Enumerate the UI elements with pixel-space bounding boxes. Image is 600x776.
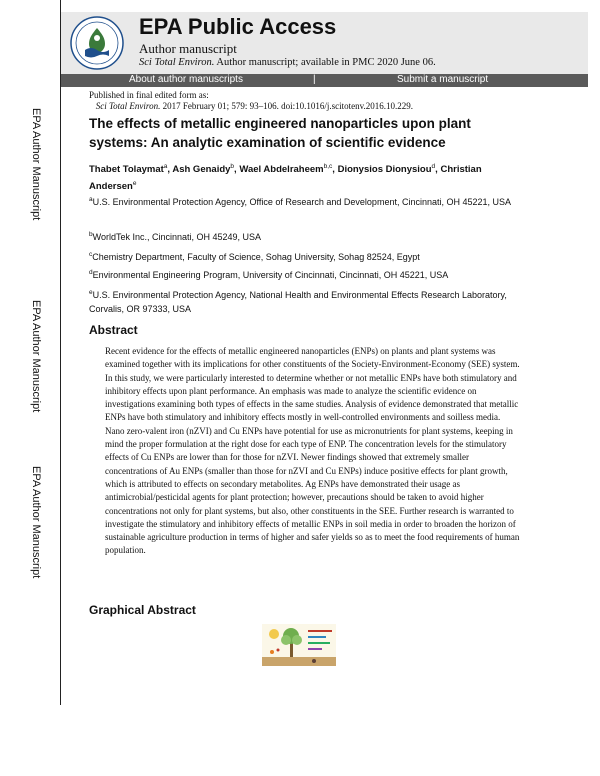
affiliation-mark: b bbox=[89, 231, 93, 238]
affiliation-text: U.S. Environmental Protection Agency, Office of Research and Development, Cincinnati, OH 45221, USA bbox=[92, 197, 512, 207]
author-name: Wael Abdelraheem bbox=[239, 164, 324, 176]
affiliation-d bbox=[89, 266, 519, 282]
left-margin-sidebar bbox=[0, 0, 61, 705]
sidebar-label-epa-author-manuscript: EPA Author Manuscript bbox=[30, 300, 42, 413]
affiliation-c bbox=[89, 248, 519, 264]
author-separator: , bbox=[234, 164, 240, 176]
affiliation-text: WorldTek Inc., Cincinnati, OH 45249, USA bbox=[92, 232, 262, 242]
submit-manuscript-link[interactable]: Submit a manuscript bbox=[397, 74, 489, 85]
affiliation-text: U.S. Environmental Protection Agency, National Health and Environmental Effects Research Laboratory, Corvalis, OR 97333, USA bbox=[89, 290, 507, 314]
banner-availability-note: Author manuscript; available in PMC 2020 June 06. bbox=[214, 57, 436, 68]
banner-subtitle: Author manuscript bbox=[139, 41, 237, 56]
epa-public-access-banner bbox=[61, 12, 588, 74]
banner-availability bbox=[139, 57, 436, 68]
graphical-abstract-thumbnail bbox=[262, 624, 336, 666]
author-affiliation-mark: a bbox=[163, 163, 168, 170]
author-affiliation-mark: d bbox=[431, 163, 436, 170]
affiliation-a bbox=[89, 193, 519, 209]
author-name: Christian Andersen bbox=[89, 164, 482, 193]
affiliation-mark: c bbox=[89, 251, 93, 258]
author-name: Thabet Tolaymat bbox=[89, 164, 164, 176]
article-title: The effects of metallic engineered nanoparticles upon plant systems: An analytic examination of scientific evidence bbox=[89, 116, 471, 150]
nav-separator: | bbox=[313, 74, 316, 85]
author-name: Dionysios Dionysiou bbox=[337, 164, 432, 176]
epa-seal-icon bbox=[70, 16, 124, 70]
affiliation-mark: d bbox=[89, 269, 93, 276]
author-affiliation-mark: b,c bbox=[323, 163, 333, 170]
citation-details: 2017 February 01; 579: 93–106. doi:10.1016/j.scitotenv.2016.10.229. bbox=[160, 101, 413, 111]
published-in-label: Published in final edited form as: bbox=[89, 90, 209, 100]
sidebar-label-epa-author-manuscript: EPA Author Manuscript bbox=[30, 466, 42, 579]
author-list bbox=[89, 160, 519, 194]
graphical-abstract-heading: Graphical Abstract bbox=[89, 603, 196, 617]
author-name: Ash Genaidy bbox=[172, 164, 231, 176]
author-separator: , bbox=[167, 164, 173, 176]
citation-line bbox=[89, 101, 413, 112]
sidebar-label-epa-author-manuscript: EPA Author Manuscript bbox=[30, 108, 42, 221]
affiliation-mark: e bbox=[89, 289, 93, 296]
author-separator: , bbox=[435, 164, 441, 176]
affiliation-mark: a bbox=[89, 196, 93, 203]
affiliation-text: Chemistry Department, Faculty of Science, Sohag University, Sohag 82524, Egypt bbox=[92, 252, 420, 262]
abstract-heading: Abstract bbox=[89, 323, 138, 337]
author-separator: , bbox=[332, 164, 338, 176]
manuscript-navbar bbox=[61, 74, 588, 87]
citation-journal: Sci Total Environ. bbox=[95, 101, 161, 111]
abstract-body: Recent evidence for the effects of metallic engineered nanoparticles (ENPs) on plants and plant systems was examined together with its implications for other constituents of the Society-Environment-Economy (SEE) system. In this study, we were particularly interested to determine whether or not metallic ENPs have both stimulatory and inhibitory effects upon plant performance. An emphasis was made to analyze the scientific evidence on investigations examining both types of effects in the same studies. Analysis of evidence demonstrated that metallic ENPs have both stimulatory and inhibitory effects mostly in well-controlled environments and soilless media. Nano zero-valent iron (nZVI) and Cu ENPs have potential for use as micronutrients for plant systems, keeping in mind the proper formulation at the right dose for each type of ENP. The concentration levels for the stimulatory effects of Cu ENPs are lower than for those for nZVI. Newer findings showed that extremely smaller concentrations of Au ENPs (smaller than those for nZVI and Cu ENPs) induce positive effects for plant growth, which is attributed to effects on secondary metabolites. Ag ENPs have demonstrated their usage as antimicrobial/pesticidal agents for plant protection; however, precautions should be taken to avoid higher concentrations not only for plant systems, but also, other constituents in the SEE. Further research is warranted to investigate the stimulatory and inhibitory effects of metallic ENPs in soil media in order to broaden the horizon of sustainable agriculture production in terms of higher and safer yields so as to meet the food requirements of human population. bbox=[105, 346, 520, 556]
author-affiliation-mark: b bbox=[230, 163, 235, 170]
author-affiliation-mark: e bbox=[132, 180, 137, 188]
affiliation-text: Environmental Engineering Program, University of Cincinnati, Cincinnati, OH 45221, USA bbox=[92, 270, 449, 280]
banner-journal-name: Sci Total Environ. bbox=[139, 57, 215, 68]
publication-info bbox=[89, 90, 413, 112]
about-author-manuscripts-link[interactable]: About author manuscripts bbox=[129, 74, 243, 85]
banner-title: EPA Public Access bbox=[139, 14, 337, 39]
affiliation-b bbox=[89, 228, 519, 244]
affiliation-e bbox=[89, 286, 519, 316]
